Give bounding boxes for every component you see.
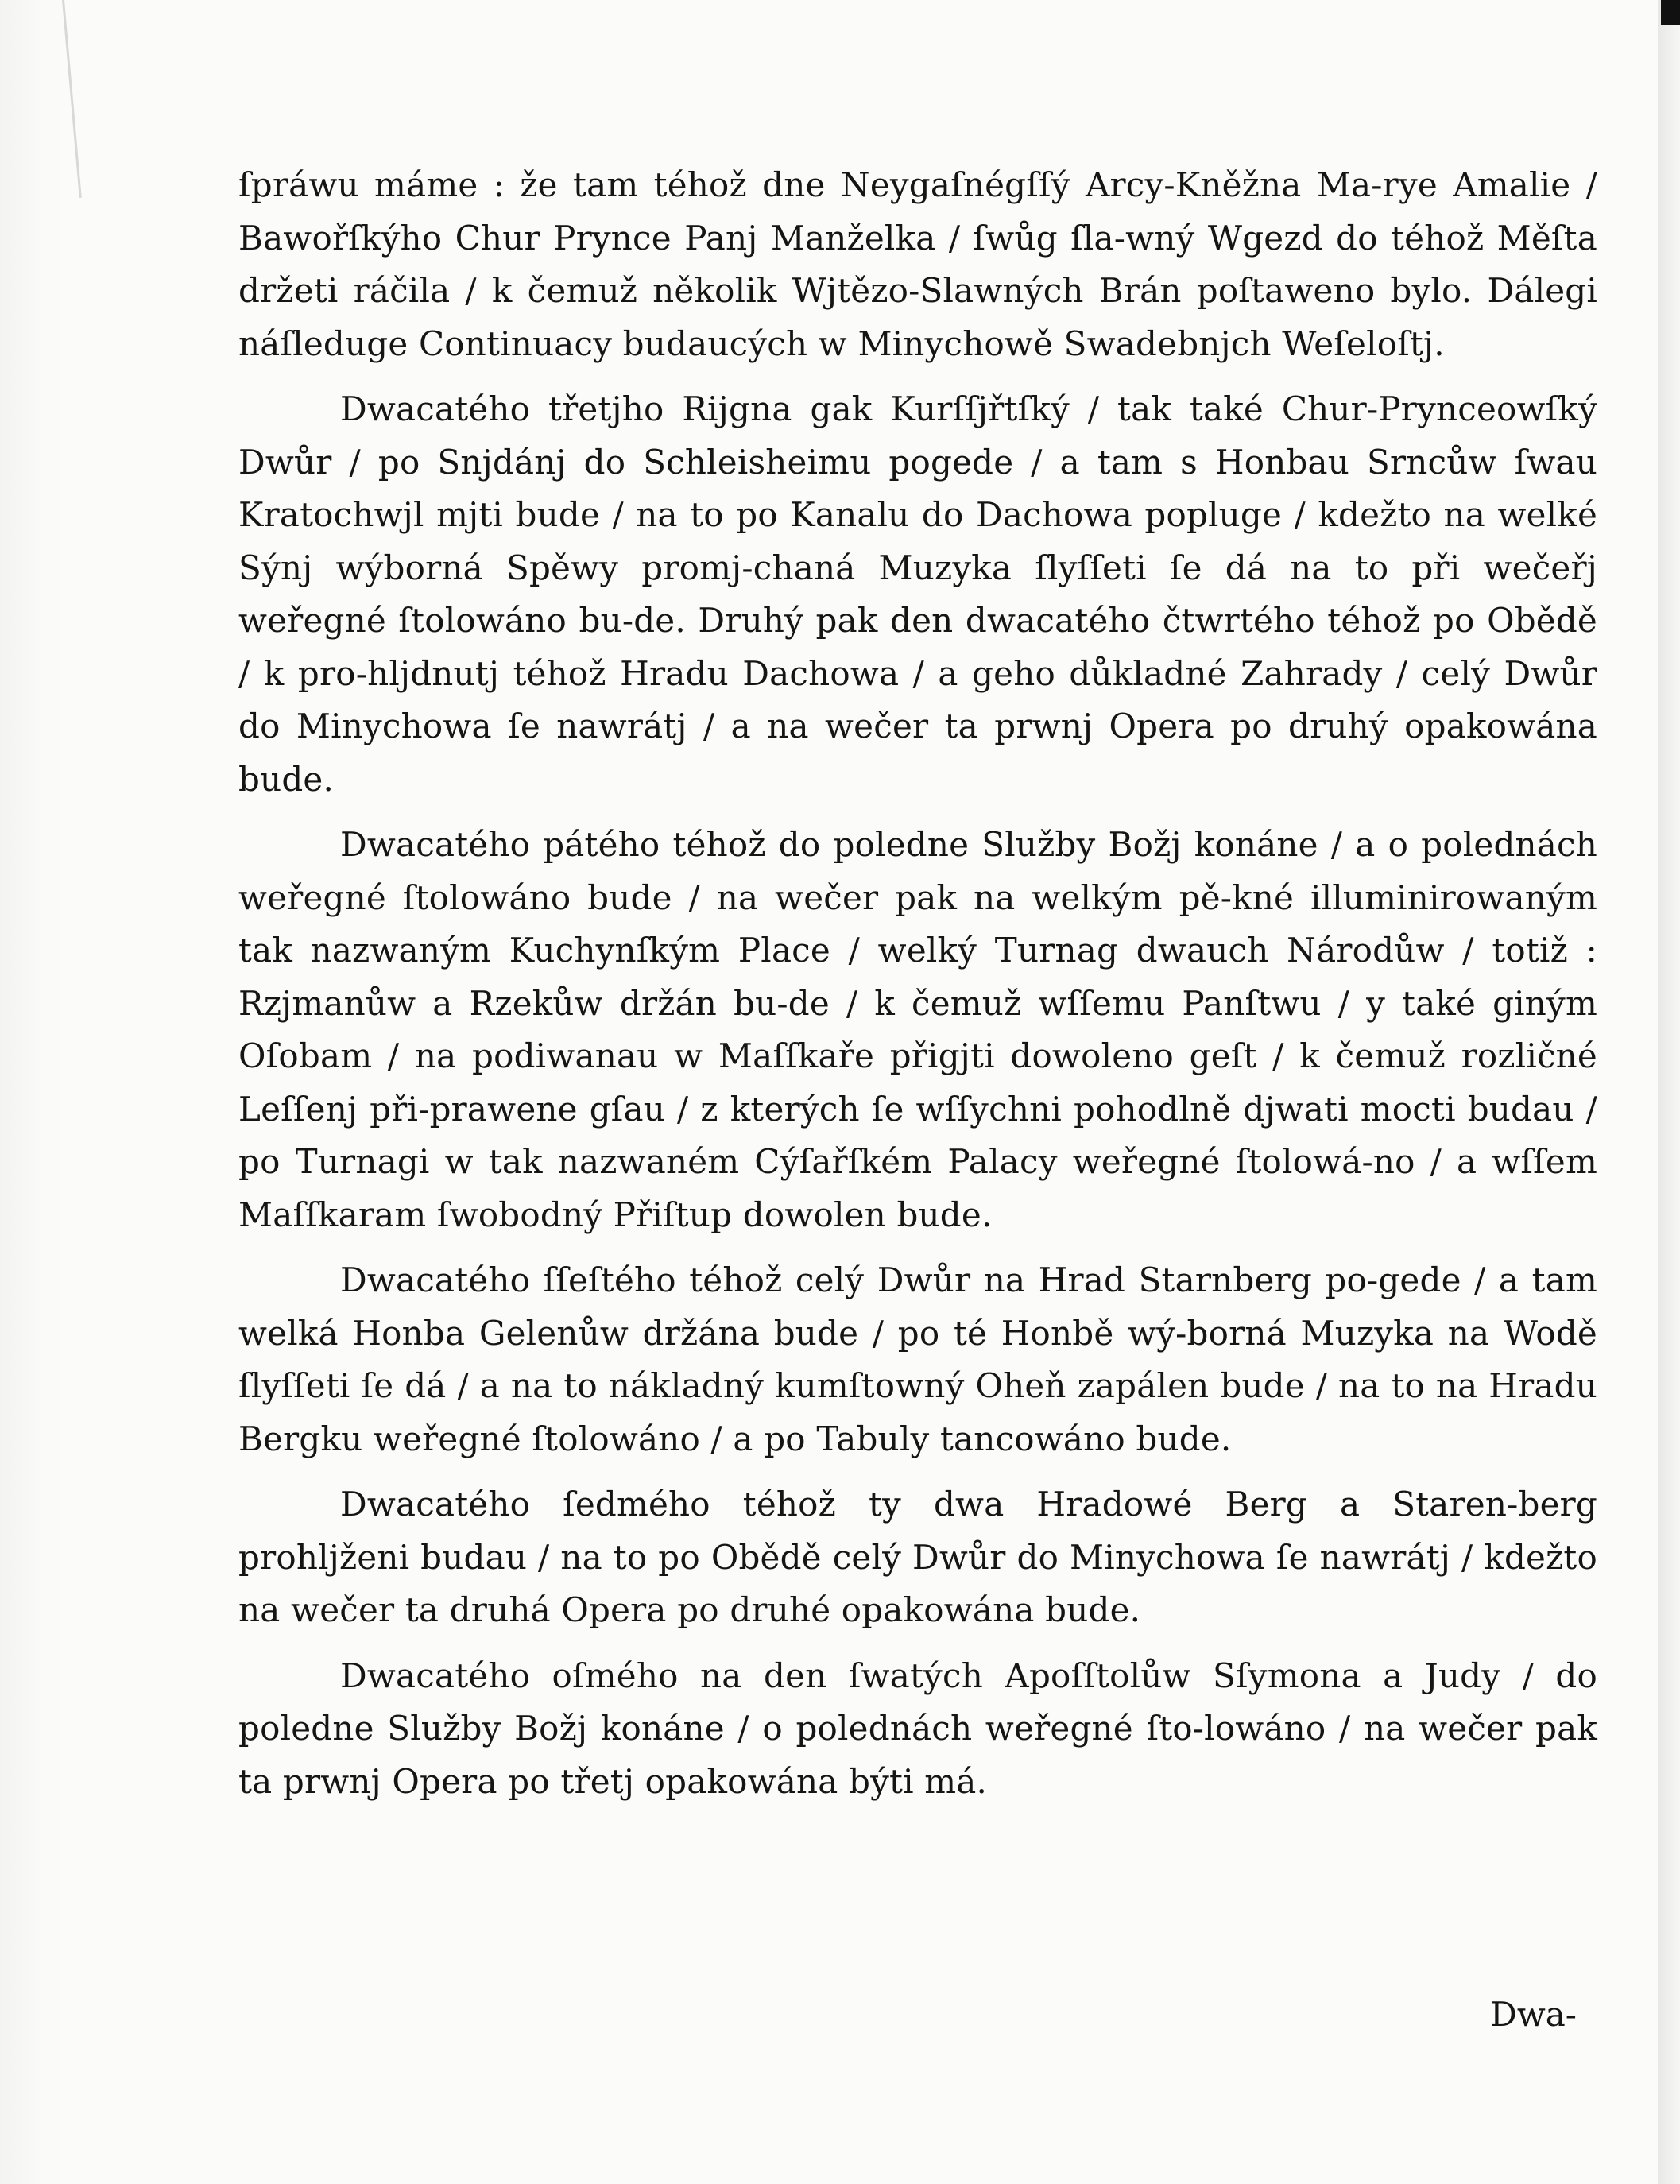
scan-corner: [1661, 0, 1680, 25]
paragraph-2: Dwacatého třetjho Rijgna gak Kurſſjřtſký / tak také Chur-Prynceowſký Dwůr / po Snjdánj do Schleisheimu pogede / a tam s Honbau Srncůw ſwau Kratochwjl mjti bude / na to po Kanalu do Dachowa popluge / kdežto na welké Sýnj wýborná Spěwy promj-chaná Muzyka ſlyſſeti ſe dá na to při wečeřj weřegné ſtolowáno bu-de. Druhý pak den dwacatého čtwrtého téhož po Obědě / k pro-hljdnutj téhož Hradu Dachowa / a geho důkladné Zahrady / celý Dwůr do Minychowa ſe nawrátj / a na wečer ta prwnj Opera po druhý opakowána bude.: [238, 389, 1597, 799]
catchword: Dwa-: [1490, 1995, 1577, 2034]
paragraph-5: Dwacatého ſedmého téhož ty dwa Hradowé Berg a Staren-berg prohljženi budau / na to po Obědě celý Dwůr do Minychowa ſe nawrátj / kdežto na wečer ta druhá Opera po druhé opakowána bude.: [238, 1485, 1597, 1629]
paragraph-4: Dwacatého ſſeſtého téhož celý Dwůr na Hrad Starnberg po-gede / a tam welká Honba Gelenůw držána bude / po té Honbě wý-borná Muzyka na Wodě ſlyſſeti ſe dá / a na to nákladný kumſtowný Oheň zapálen bude / na to na Hradu Bergku weřegné ſtolowáno / a po Tabuly tancowáno bude.: [238, 1260, 1597, 1458]
paragraph-1: ſpráwu máme : že tam téhož dne Neygaſnégſſý Arcy-Kněžna Ma-rye Amalie / Bawořſkýho Chur Prynce Panj Manželka / ſwůg ſla-wný Wgezd do téhož Měſta držeti ráčila / k čemuž několik Wjtězo-Slawných Brán poſtaweno bylo. Dálegi náſleduge Continuacy budaucých w Minychowě Swadebnjch Weſeloſtj.: [238, 165, 1597, 363]
page-edge: [1658, 0, 1680, 2184]
paragraph-6: Dwacatého oſmého na den ſwatých Apoſſtolůw Sſymona a Judy / do poledne Služby Božj konáne / o polednách weřegné ſto-lowáno / na wečer pak ta prwnj Opera po třetj opakowána býti má.: [238, 1655, 1597, 1801]
book-spine-shadow: [0, 0, 72, 2184]
paragraph-3: Dwacatého pátého téhož do poledne Služby Božj konáne / a o polednách weřegné ſtolowáno bude / na wečer pak na welkým pě-kné illuminirowaným tak nazwaným Kuchynſkým Place / welký Turnag dwauch Národůw / totiž : Rzjmanůw a Rzekůw držán bu-de / k čemuž wſſemu Panſtwu / y také giným Oſobam / na podiwanau w Maſſkaře přigjti dowoleno geſt / k čemuž rozličné Leſſenj při-prawene gſau / z kterých ſe wſſychni pohodlně djwati mocti budau / po Turnagi w tak nazwaném Cýſařſkém Palacy weřegné ſtolowá-no / a wſſem Maſſkaram ſwobodný Přiſtup dowolen bude.: [238, 825, 1597, 1234]
body-text: [238, 159, 1597, 1808]
